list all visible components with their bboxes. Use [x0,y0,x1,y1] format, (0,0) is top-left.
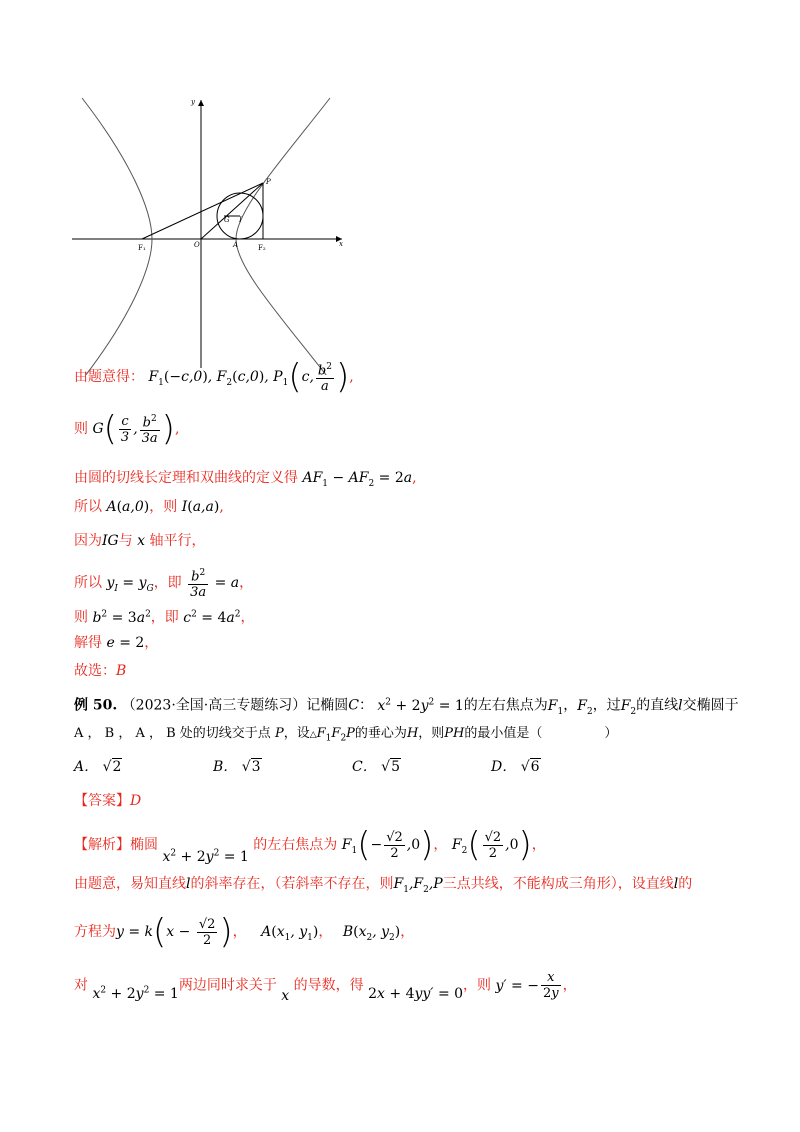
formula-c: C [348,697,359,714]
formula-i-point: I(a,a) [181,499,220,515]
solution-line-4: 所以 A(a,0)，则 I(a,a), [74,499,224,515]
analysis-line-1: 【解析】椭圆 $x^2 + 2y^2 = 1$ 的左右焦点为 $F_1(-$ $\frac{√2}{2}$ ,0)， $F_2$( $\frac{√2}{2}$ ,0)， [74,825,546,865]
option-a-value: √2 [102,759,122,775]
formula-l-3: l [673,876,679,892]
solution-line-3: 由圆的切线长定理和双曲线的定义得 $AF_1 - AF_2 = 2a$, [74,470,417,489]
formula-b-xy: $B(x_2$, $y_2$) [342,924,401,943]
analysis-line-2 [74,874,692,900]
formula-f1f2p: $F_1,F_2,P$ [393,876,443,895]
line-o-p [201,183,263,239]
analysis-l2-c: 三点共线，不能构成三角形），设直线 [442,876,674,892]
answer-line [74,791,141,811]
example-50-line-1: 例 50. （2023·全国·高三专题练习）记椭圆C： $x^2 + 2y^2 = 1$的左右焦点为$F_1$，$F_2$，过$F_2$的直线l交椭圆于 [74,697,739,717]
hyperbola-left-branch [82,98,152,375]
label-x: x [339,240,343,248]
example-text1: ： [358,697,373,714]
formula-triangle: $\triangle F_1F_2P$ [309,726,355,744]
solution-l3-text: 由圆的切线长定理和双曲线的定义得 [74,470,298,486]
formula-ellipse-2: $x^2 + 2y^2 = 1$ [162,848,249,865]
formula-p: P [274,726,284,741]
formula-ig: IG [102,533,119,549]
solution-l4-prefix: 所以 [74,499,102,515]
solution-l7-mid: ，即 [150,609,179,626]
formula-l-2: l [186,876,191,892]
example-line2-f: ） [604,726,618,741]
solution-line-1: 由题意得： $F_1(-c,0)$, $F_2(c,0)$, $P_1(c$, $\frac{b^2}{a}$ ), [74,357,354,398]
formula-line-eq: y = k(x − $\frac{√2}{2}$ ) [116,912,233,952]
solution-l7-prefix: 则 [74,609,88,626]
example-label: 例 50. [74,697,118,714]
formula-x: x [132,533,150,549]
solution-l9-prefix: 故选： [74,663,116,679]
formula-b2-3a: $\frac{b^2}{3a}$ = a [190,568,240,601]
solution-line-2: 则 G( $\frac{c}{3}$ , $\frac{b^2}{3a}$ ), [74,409,180,450]
example-line2-d: ，则 [418,726,445,741]
solution-l9-answer: B [116,663,127,679]
label-o: O [194,241,200,249]
analysis-l4-a: 对 [74,977,88,994]
formula-l: l [678,697,683,714]
example-source: （2023·全国·高三专题练习）记椭圆 [121,697,349,714]
label-y: y [191,98,195,106]
formula-c2: $c^2 = 4a^2$ [183,609,241,626]
formula-a-xy: $A(x_1$, $y_1$) [261,924,319,943]
formula-f1: $F_1$ [547,697,564,717]
option-b-value: √3 [241,759,261,775]
analysis-l3-a: 方程为 [74,924,116,940]
option-c[interactable] [352,757,401,777]
formula-g: G( $\frac{c}{3}$ , $\frac{b^2}{3a}$ ) [92,409,175,450]
analysis-l1-b: 的左右焦点为 [253,837,338,853]
analysis-l4-b: 两边同时求关于 [178,977,277,994]
solution-line-9 [74,661,126,681]
formula-foci-p: $F_1(-c,0)$, $F_2(c,0)$, $P_1(c$, $\frac{b^2}{a}$ ) [148,357,350,398]
solution-l5-prefix: 因为 [74,533,102,549]
formula-f2-coords: $F_2$( $\frac{√2}{2}$ ,0) [451,825,532,865]
answer-tag: 【答案】 [74,793,130,809]
formula-f1-coords: $F_1(-$ $\frac{√2}{2}$ ,0) [341,825,434,865]
formula-a-point: A(a,0) [106,499,150,515]
formula-x-var: x [281,987,290,1004]
formula-f2b: $F_2$ [620,697,637,717]
solution-l6-prefix: 所以 [74,575,102,592]
example-text4: 的直线 [636,697,679,714]
formula-af: $AF_1 - AF_2 = 2a$ [302,470,413,489]
label-f2: F₂ [258,244,266,252]
example-line2-b: ，设 [283,726,310,741]
solution-line-5 [74,531,206,551]
option-d-value: √6 [520,759,540,775]
formula-h: H [406,726,419,741]
formula-f2: $F_2$ [577,697,593,717]
formula-e: e = 2 [106,635,145,651]
label-g: G [224,216,230,224]
option-d[interactable] [491,757,541,777]
formula-derivative: 2x + 4yy′ = 0 [368,985,464,1002]
analysis-l2-d: 的 [678,876,693,892]
solution-l4-mid: ，则 [149,499,178,515]
analysis-l1-a: 椭圆 [130,837,158,853]
example-50-line-2 [74,724,617,749]
solution-l8-prefix: 解得 [74,635,102,651]
example-line2-c: 的垂心为 [354,726,407,741]
analysis-l2-b: 的斜率存在，（若斜率不存在，则 [190,876,394,892]
answer-value: D [130,793,142,809]
solution-l5-suffix: 轴平行， [149,533,206,549]
formula-b2: $b^2 = 3a^2$ [92,609,151,626]
formula-yi-yg: $y_I = y_G$ [106,575,154,594]
solution-l1-prefix: 由题意得： [74,369,144,386]
option-a[interactable] [74,757,122,777]
analysis-l4-d: ，则 [463,977,492,994]
solution-l5-mid: 与 [118,533,133,549]
label-p: P [266,178,271,186]
analysis-line-4: 对 $x^2 + 2y^2 = 1$两边同时求关于 x 的导数，得 2x + 4yy′ = 0，则 y′ = − $\frac{x}{2y}$ ， [74,970,577,1004]
hyperbola-figure [60,90,360,375]
solution-line-7: 则 $b^2 = 3a^2$，即 $c^2 = 4a^2$， [74,609,255,626]
y-axis-arrow [198,100,204,106]
label-a: A [233,241,239,249]
analysis-line-3: 方程为y = k(x − $\frac{√2}{2}$ )， $A(x_1$, $y_1$)， $B(x_2$, $y_2$)， [74,912,415,952]
analysis-tag: 【解析】 [74,837,130,853]
example-line2-a: A ， B ， A ， B 处的切线交于点 [74,726,271,741]
option-c-letter: C． [352,759,377,775]
analysis-l2-a: 由题意，易知直线 [74,876,186,892]
option-d-letter: D． [491,759,517,775]
analysis-l4-c: 的导数，得 [293,977,364,994]
example-text3: ，过 [592,697,621,714]
option-b[interactable] [213,757,262,777]
formula-ph: PH [444,726,465,741]
example-text2: 的左右焦点为 [463,697,548,714]
solution-line-8: 解得 e = 2， [74,635,159,651]
example-text5: 交椭圆于 [682,697,739,714]
formula-yprime: y′ = − $\frac{x}{2y}$ [495,970,559,1001]
option-c-value: √5 [381,759,401,775]
option-a-letter: A． [74,759,99,775]
label-i: I [239,216,242,224]
label-f1: F₁ [138,244,146,252]
option-b-letter: B． [213,759,238,775]
example-line2-e: 的最小值是（ [464,726,543,741]
formula-ellipse-3: $x^2 + 2y^2 = 1$ [92,984,179,1002]
solution-line-6: 所以 $y_I = y_G$，即 $\frac{b^2}{3a}$ = a， [74,568,254,601]
solution-l6-mid: ，即 [153,575,182,592]
formula-ellipse: $x^2 + 2y^2 = 1$ [377,697,464,714]
solution-l2-prefix: 则 [74,421,88,438]
